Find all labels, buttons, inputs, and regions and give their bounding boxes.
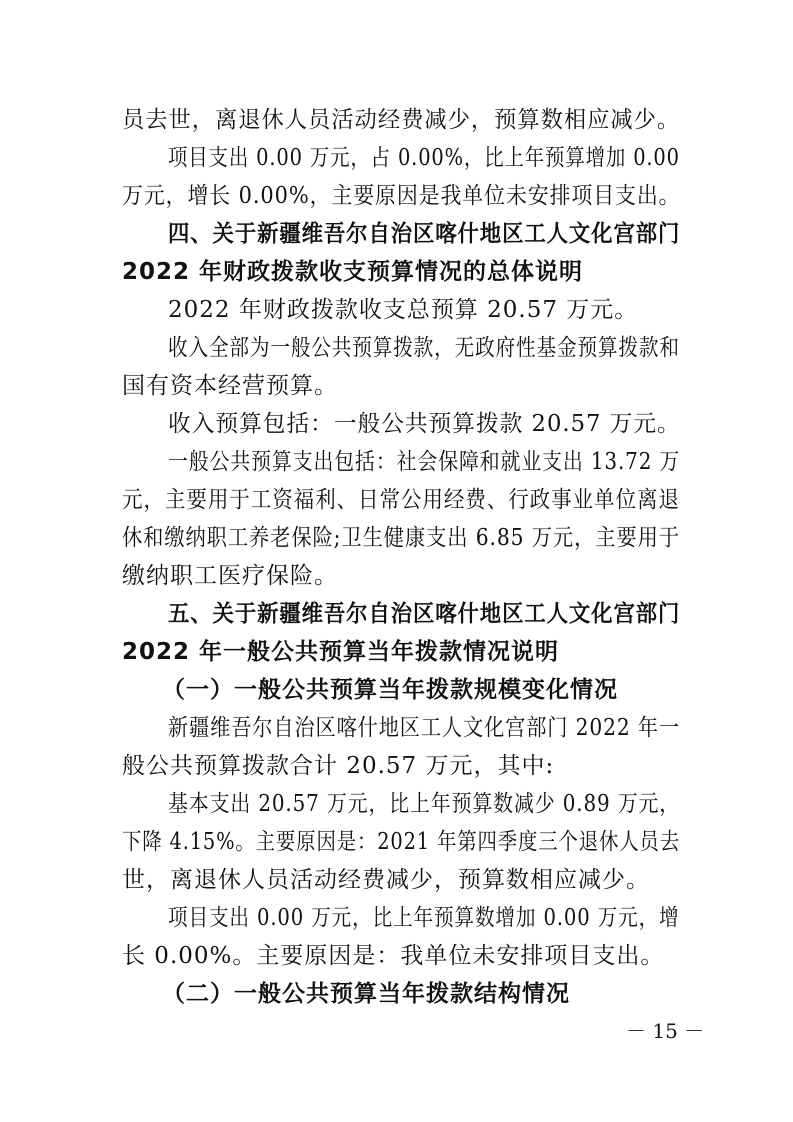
body-text-line: 休和缴纳职工养老保险;卫生健康支出 6.85 万元，主要用于 (122, 525, 680, 551)
body-text-line: 万元，增长 0.00%，主要原因是我单位未安排项目支出。 (122, 183, 681, 209)
body-text-line: 下降 4.15%。主要原因是：2021 年第四季度三个退休人员去 (122, 829, 681, 855)
body-text-line: 长 0.00%。主要原因是：我单位未安排项目支出。 (122, 943, 665, 969)
body-text-line: 世，离退休人员活动经费减少，预算数相应减少。 (122, 867, 650, 893)
body-text-line: 2022 年财政拨款收支总预算 20.57 万元。 (168, 297, 639, 323)
section-heading: 2022 年一般公共预算当年拨款情况说明 (122, 639, 560, 665)
body-text-line: 员去世，离退休人员活动经费减少，预算数相应减少。 (122, 107, 681, 133)
section-heading: 五、关于新疆维吾尔自治区喀什地区工人文化宫部门 (168, 601, 681, 627)
body-text-line: 新疆维吾尔自治区喀什地区工人文化宫部门 2022 年一 (168, 715, 681, 741)
section-heading: 2022 年财政拨款收支预算情况的总体说明 (122, 259, 584, 285)
body-text-line: 项目支出 0.00 万元，占 0.00%，比上年预算增加 0.00 (168, 145, 680, 171)
page-number: － 15 － (626, 1019, 705, 1043)
body-text-line: 一般公共预算支出包括：社会保障和就业支出 13.72 万 (168, 449, 681, 475)
body-text-line: 元，主要用于工资福利、日常公用经费、行政事业单位离退 (122, 487, 680, 513)
body-text-line: 国有资本经营预算。 (122, 373, 338, 399)
body-text-line: 基本支出 20.57 万元，比上年预算数减少 0.89 万元， (168, 791, 681, 817)
section-heading: 四、关于新疆维吾尔自治区喀什地区工人文化宫部门 (168, 221, 681, 247)
subsection-heading: （一）一般公共预算当年拨款规模变化情况 (162, 676, 618, 703)
body-text-line: 收入全部为一般公共预算拨款，无政府性基金预算拨款和 (168, 335, 680, 361)
body-text-line: 般公共预算拨款合计 20.57 万元，其中: (122, 753, 555, 779)
body-text-line: 收入预算包括：一般公共预算拨款 20.57 万元。 (168, 411, 681, 437)
subsection-heading: （二）一般公共预算当年拨款结构情况 (162, 980, 570, 1007)
body-text-line: 缴纳职工医疗保险。 (122, 563, 338, 589)
body-text-line: 项目支出 0.00 万元，比上年预算数增加 0.00 万元，增 (168, 905, 680, 931)
